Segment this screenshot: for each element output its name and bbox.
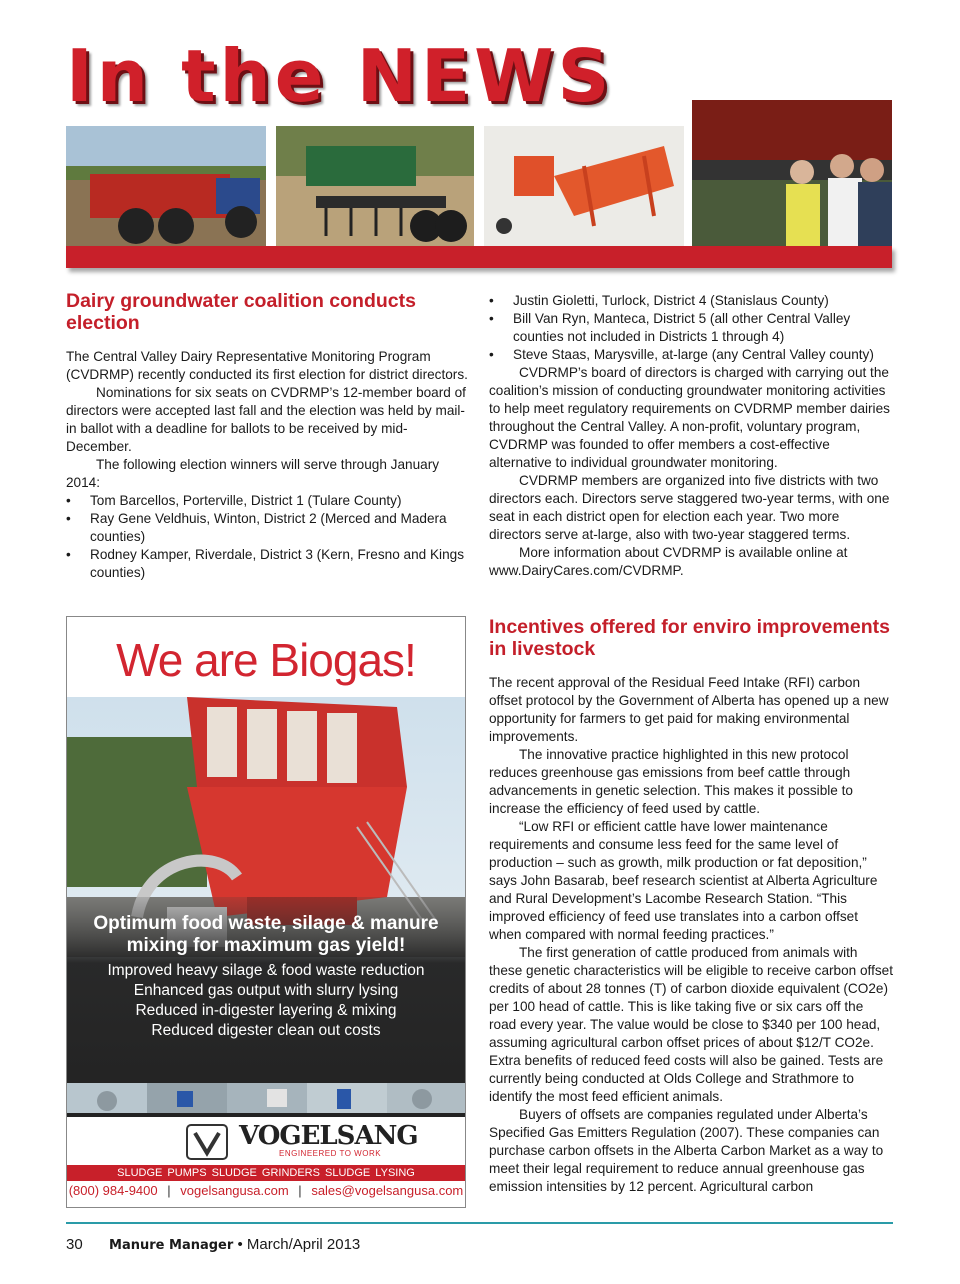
footer-rule bbox=[66, 1222, 893, 1224]
vogelsang-advertisement[interactable] bbox=[66, 616, 466, 1208]
header-red-bar bbox=[66, 246, 892, 268]
masthead-title: In the NEWS bbox=[66, 34, 614, 118]
article-paragraph: The Central Valley Dairy Representative Monitoring Program (CVDRMP) recently conducted its first election for district directors. bbox=[66, 349, 468, 382]
magazine-name: Manure Manager bbox=[109, 1238, 234, 1253]
compost-turner-photo bbox=[484, 126, 684, 262]
ad-email-link[interactable]: sales@vogelsangusa.com bbox=[311, 1183, 464, 1198]
footer-bullet: • bbox=[237, 1236, 243, 1253]
list-item: • Justin Gioletti, Turlock, District 4 (Stanislaus County) bbox=[489, 292, 893, 310]
ad-contact bbox=[67, 1183, 465, 1198]
article-paragraph: The innovative practice highlighted in this new protocol reduces greenhouse gas emissions from beef cattle through advancements in genetic selection. This makes it possible to increase the efficiency of feed used by cattle. bbox=[489, 747, 853, 816]
article-paragraph: The recent approval of the Residual Feed Intake (RFI) carbon offset protocol by the Government of Alberta has opened up a new opportunity for farmers to get paid for making environmental improvements. bbox=[489, 675, 889, 744]
article-paragraph: “Low RFI or efficient cattle have lower maintenance requirements and consume less feed for the same level of production – such as growth, milk production or fat deposition,” says John Basarab, beef research scientist at Alberta Agriculture and Rural Development’s Lacombe Research Station. “This improved efficiency of feed use translates into a carbon offset when compared with normal feeding practices.” bbox=[489, 819, 878, 942]
separator: | bbox=[167, 1183, 171, 1198]
manure-spreader-photo bbox=[66, 126, 266, 262]
ad-title: We are Biogas! bbox=[116, 634, 416, 686]
ad-benefit: Enhanced gas output with slurry lysing bbox=[133, 982, 399, 999]
article-paragraph: CVDRMP members are organized into five districts with two directors each. Directors serve staggered two-year terms, with one seat in each district open for election each year. Two more directors serve at-large, also with two-year staggered terms. bbox=[489, 473, 890, 542]
article-paragraph: Buyers of offsets are companies regulated under Alberta’s Specified Gas Emitters Regulation (2007). These companies can purchase carbon offsets in the Alberta Carbon Market as a way to meet their legal requirement to reduce annual greenhouse gas emission intensities by 12 percent. Agricultural carbon bbox=[489, 1107, 884, 1194]
article-paragraph: More information about CVDRMP is available online at www.DairyCares.com/CVDRMP. bbox=[489, 545, 848, 578]
list-item: • Tom Barcellos, Porterville, District 1 (Tulare County) bbox=[66, 492, 470, 510]
brand-tagline: ENGINEERED TO WORK bbox=[279, 1149, 382, 1158]
page-number: 30 bbox=[66, 1236, 83, 1253]
winners-list bbox=[66, 492, 470, 582]
list-item: • Steve Staas, Marysville, at-large (any Central Valley county) bbox=[489, 346, 893, 364]
ad-benefit: Reduced digester clean out costs bbox=[151, 1022, 381, 1039]
article-headline: Incentives offered for enviro improvements in livestock bbox=[489, 616, 890, 660]
ad-website-link[interactable]: vogelsangusa.com bbox=[180, 1183, 289, 1198]
ad-services-strip: SLUDGE PUMPS SLUDGE GRINDERS SLUDGE LYSING bbox=[67, 1165, 465, 1181]
page-footer bbox=[66, 1236, 360, 1253]
tanker-applicator-photo bbox=[276, 126, 474, 262]
brand-name: VOGELSANG bbox=[239, 1121, 418, 1151]
article-headline: Dairy groundwater coalition conducts election bbox=[66, 290, 416, 334]
article-incentives bbox=[489, 616, 893, 1196]
ad-phone[interactable]: (800) 984-9400 bbox=[68, 1183, 158, 1198]
biogas-mixer-photo bbox=[67, 697, 465, 1117]
list-item: • Bill Van Ryn, Manteca, District 5 (all other Central Valley counties not included in Districts 1 through 4) bbox=[489, 310, 893, 346]
ad-benefit: Improved heavy silage & food waste reduction bbox=[107, 962, 425, 979]
photo-strip bbox=[66, 100, 893, 266]
article-paragraph: The first generation of cattle produced from animals with these genetic characteristics will be eligible to receive carbon offset credits of about 28 tonnes (T) of carbon dioxide equivalent (CO2e) per 100 head of cattle. This is like taking five or six cars off the road every year. The value would be close to $340 per 100 head, assuming agricultural carbon offset prices of about $12/T CO2e. Extra benefits of reduced feed costs will also be gained. Tests are currently being conducted at Olds College and Strathmore to identify the most feed efficient animals. bbox=[489, 945, 893, 1104]
winners-list-cont bbox=[489, 292, 893, 364]
article-paragraph: CVDRMP’s board of directors is charged with carrying out the coalition’s mission of conducting groundwater monitoring activities to help meet regulatory requirements on CVDRMP member dairies throughout the Central Valley. A non-profit, voluntary program, CVDRMP was founded to offer members a cost-effective alternative to individual groundwater monitoring. bbox=[489, 365, 890, 470]
article-dairy-left bbox=[66, 290, 470, 582]
separator: | bbox=[298, 1183, 302, 1198]
equipment-thumbnails bbox=[67, 1083, 465, 1113]
article-dairy-right bbox=[489, 292, 893, 580]
farmers-with-equipment-photo bbox=[692, 100, 892, 262]
ad-headline: Optimum food waste, silage & manure mixing for maximum gas yield! bbox=[93, 913, 439, 956]
article-paragraph: The following election winners will serve through January 2014: bbox=[66, 457, 440, 490]
list-item: • Rodney Kamper, Riverdale, District 3 (Kern, Fresno and Kings counties) bbox=[66, 546, 470, 582]
list-item: • Ray Gene Veldhuis, Winton, District 2 (Merced and Madera counties) bbox=[66, 510, 470, 546]
ad-benefit: Reduced in-digester layering & mixing bbox=[135, 1002, 397, 1019]
ad-copy bbox=[67, 913, 465, 1041]
issue-date: March/April 2013 bbox=[246, 1236, 361, 1253]
article-paragraph: Nominations for six seats on CVDRMP’s 12-member board of directors were accepted last fall and the election was held by mail-in ballot with a deadline for ballots to be received by mid-December. bbox=[66, 385, 466, 454]
